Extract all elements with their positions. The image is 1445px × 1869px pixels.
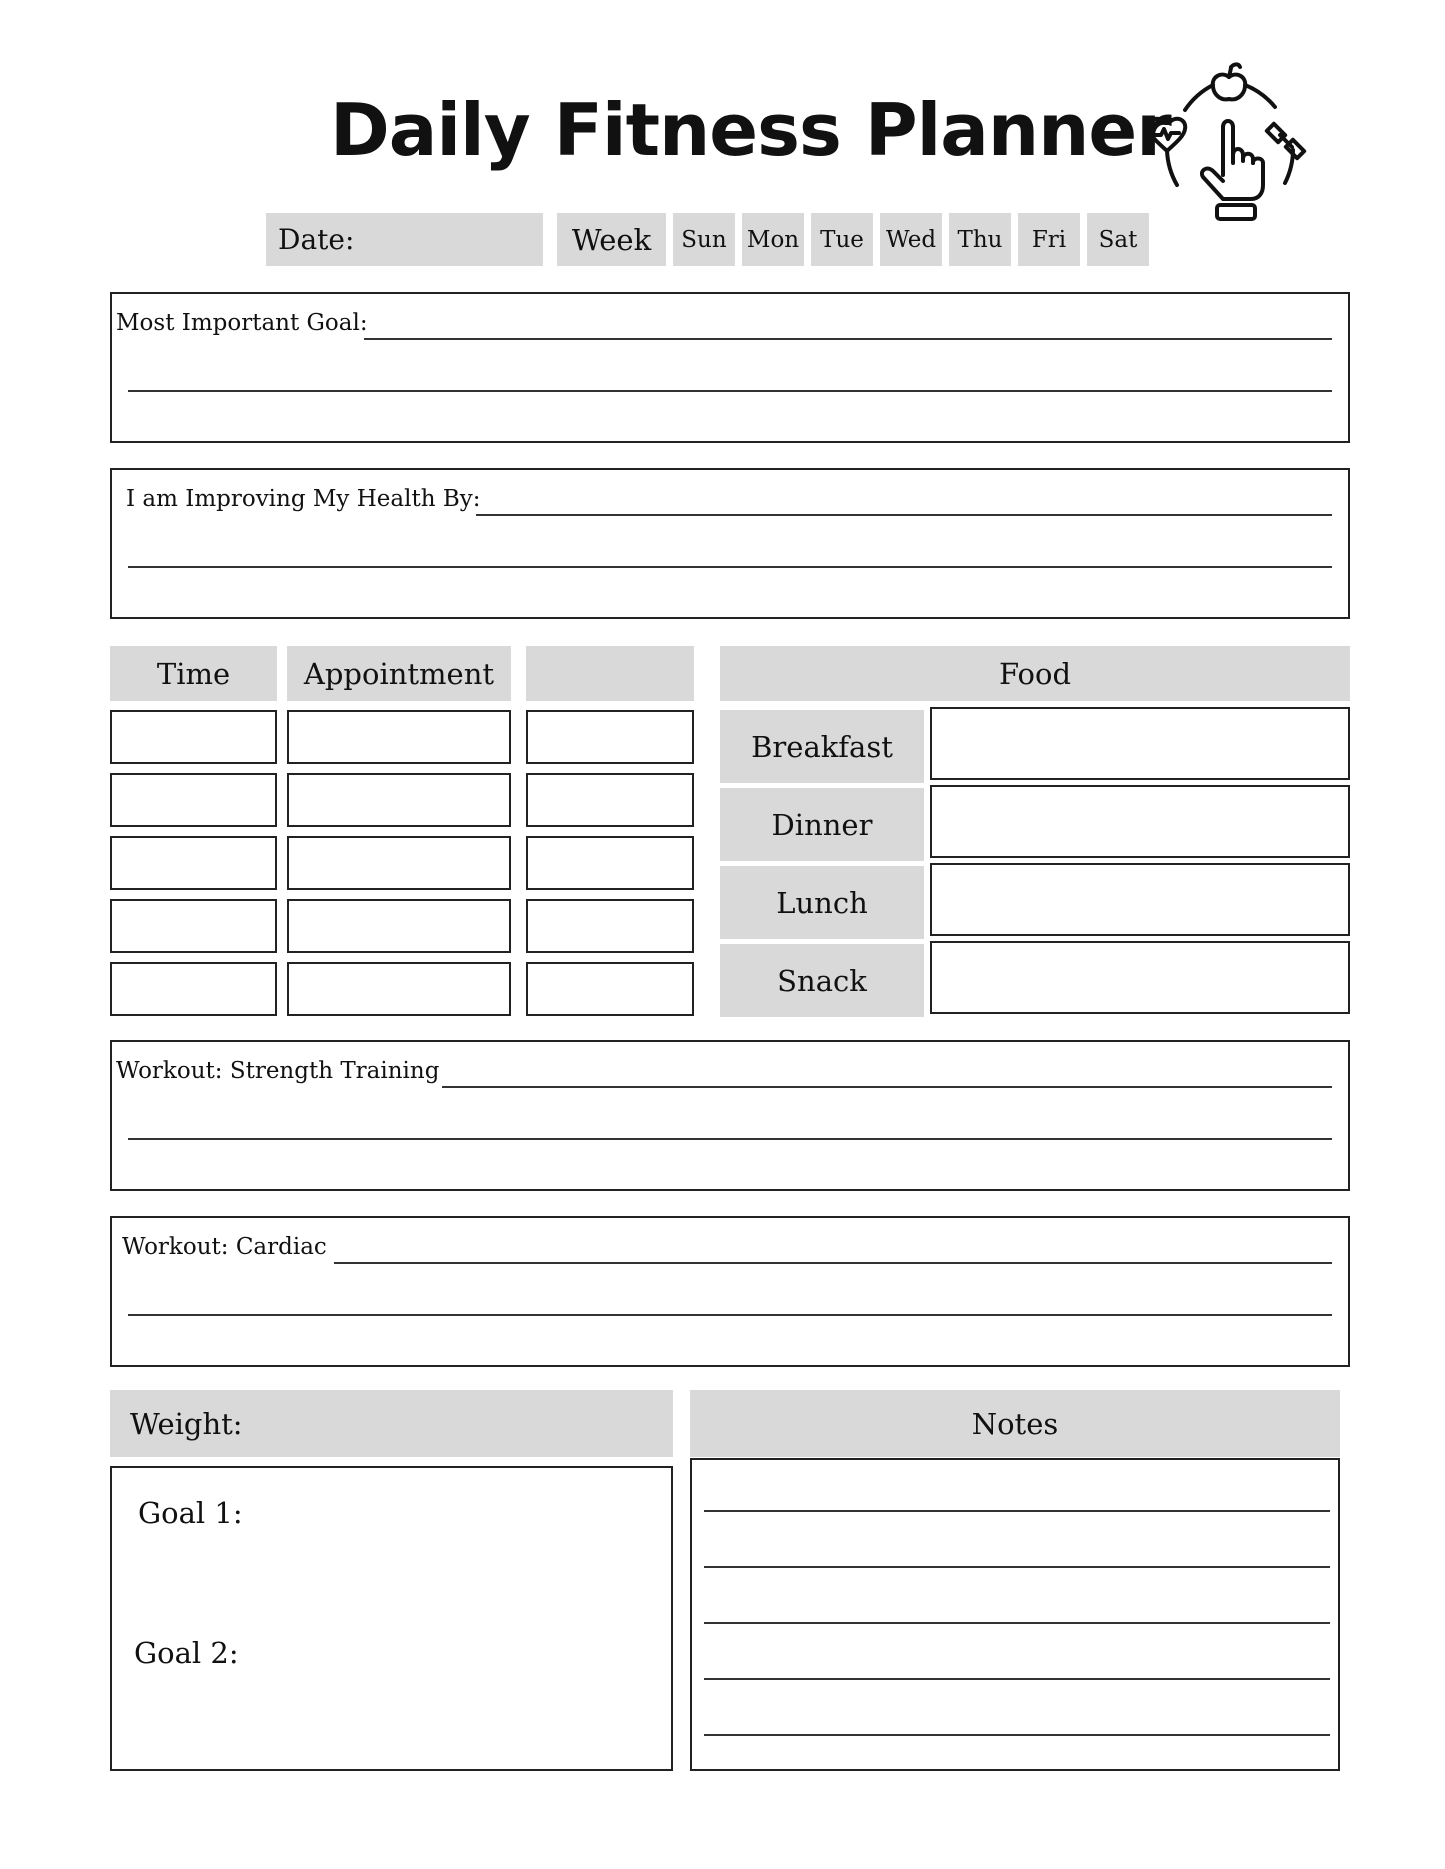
extra-cell[interactable] (526, 836, 694, 890)
week-label: Week (557, 213, 666, 266)
meal-snack-label: Snack (720, 944, 924, 1017)
day-thu[interactable]: Thu (949, 213, 1011, 266)
notes-line (704, 1734, 1330, 1736)
time-header: Time (110, 646, 277, 701)
day-wed[interactable]: Wed (880, 213, 942, 266)
meal-dinner-label: Dinner (720, 788, 924, 861)
day-fri[interactable]: Fri (1018, 213, 1080, 266)
writing-line (364, 338, 1332, 340)
workout-cardiac-box[interactable] (110, 1216, 1350, 1367)
extra-cell[interactable] (526, 899, 694, 953)
important-goal-box[interactable] (110, 292, 1350, 443)
page-title: Daily Fitness Planner (330, 88, 1171, 172)
meal-breakfast-label: Breakfast (720, 710, 924, 783)
appointment-cell[interactable] (287, 773, 511, 827)
improving-health-label: I am Improving My Health By: (126, 486, 481, 512)
writing-line (128, 566, 1332, 568)
appointment-header: Appointment (287, 646, 511, 701)
snack-input[interactable] (930, 941, 1350, 1014)
goal-2-label: Goal 2: (134, 1636, 239, 1670)
extra-cell[interactable] (526, 710, 694, 764)
time-cell[interactable] (110, 836, 277, 890)
appointment-cell[interactable] (287, 899, 511, 953)
meal-lunch-label: Lunch (720, 866, 924, 939)
appointment-cell[interactable] (287, 710, 511, 764)
writing-line (128, 1314, 1332, 1316)
workout-strength-box[interactable] (110, 1040, 1350, 1191)
dinner-input[interactable] (930, 785, 1350, 858)
date-label: Date: (278, 223, 355, 256)
extra-cell[interactable] (526, 773, 694, 827)
time-cell[interactable] (110, 773, 277, 827)
breakfast-input[interactable] (930, 707, 1350, 780)
weight-header: Weight: (110, 1390, 673, 1457)
important-goal-label: Most Important Goal: (116, 310, 368, 336)
fitness-tap-icon (1145, 55, 1315, 225)
notes-line (704, 1566, 1330, 1568)
notes-line (704, 1510, 1330, 1512)
writing-line (128, 390, 1332, 392)
writing-line (334, 1262, 1332, 1264)
workout-strength-label: Workout: Strength Training (116, 1058, 440, 1084)
extra-header (526, 646, 694, 701)
workout-cardiac-label: Workout: Cardiac (122, 1234, 327, 1260)
time-cell[interactable] (110, 710, 277, 764)
goal-1-label: Goal 1: (138, 1496, 243, 1530)
day-sat[interactable]: Sat (1087, 213, 1149, 266)
notes-box[interactable] (690, 1458, 1340, 1771)
lunch-input[interactable] (930, 863, 1350, 936)
time-cell[interactable] (110, 899, 277, 953)
writing-line (476, 514, 1332, 516)
time-cell[interactable] (110, 962, 277, 1016)
date-field[interactable] (266, 213, 543, 266)
writing-line (442, 1086, 1332, 1088)
writing-line (128, 1138, 1332, 1140)
weight-box[interactable] (110, 1466, 673, 1771)
day-mon[interactable]: Mon (742, 213, 804, 266)
notes-line (704, 1678, 1330, 1680)
day-tue[interactable]: Tue (811, 213, 873, 266)
notes-header: Notes (690, 1390, 1340, 1457)
extra-cell[interactable] (526, 962, 694, 1016)
improving-health-box[interactable] (110, 468, 1350, 619)
notes-line (704, 1622, 1330, 1624)
appointment-cell[interactable] (287, 836, 511, 890)
food-header: Food (720, 646, 1350, 701)
day-sun[interactable]: Sun (673, 213, 735, 266)
appointment-cell[interactable] (287, 962, 511, 1016)
